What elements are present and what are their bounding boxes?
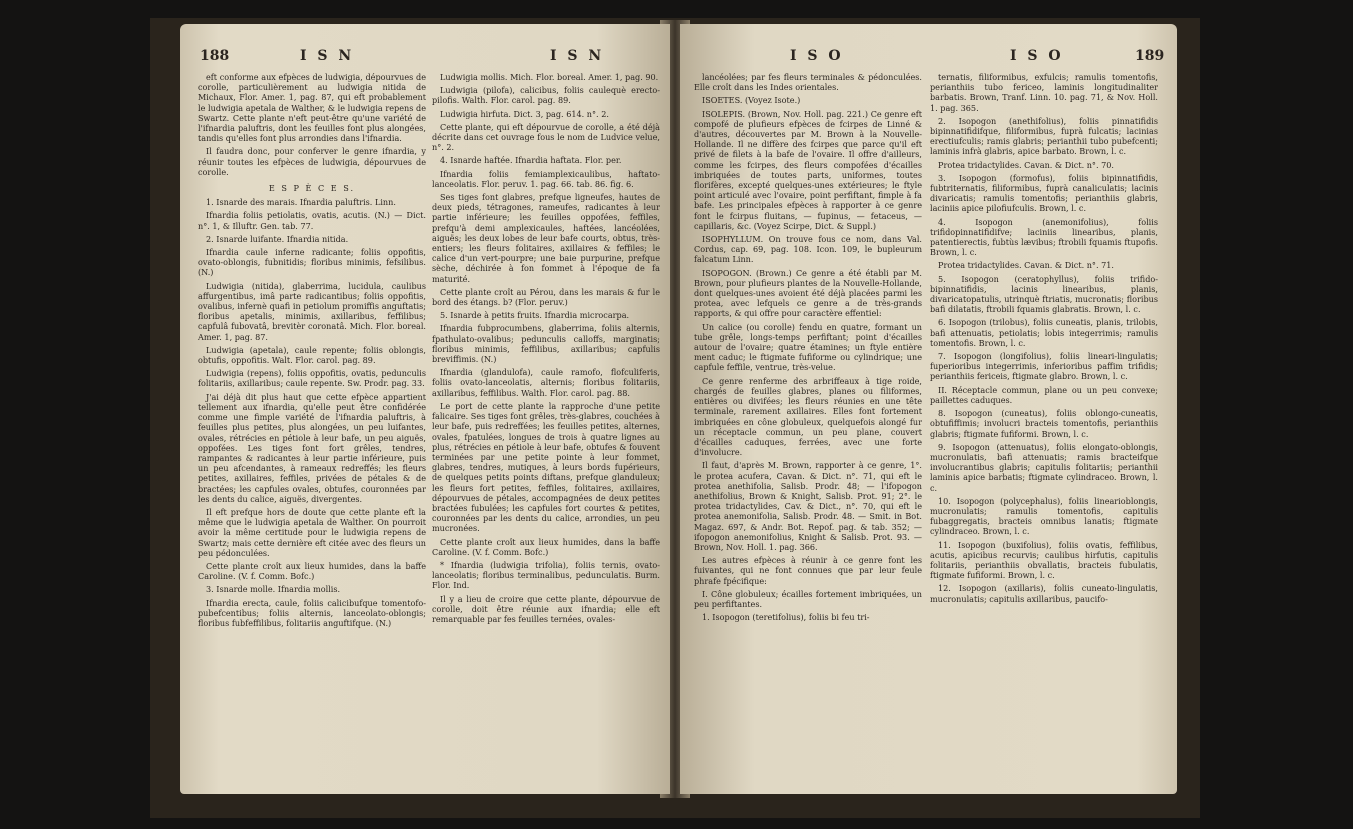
paragraph: 12. Isopogon (axillaris), foliis cuneato-lingulatis, mucronulatis; capitulis axillaribus, paucifo-: [930, 583, 1158, 604]
page-number: 188: [200, 48, 230, 64]
paragraph: 2. Isnarde luifante. Ifnardia nitida.: [206, 233, 349, 244]
paragraph: E S P È C E S.: [268, 183, 356, 194]
paragraph: ISOETES. (Voyez Isote.): [702, 95, 801, 106]
paragraph: Ludwigia hirfuta. Dict. 3, pag. 614. n°. 2.: [440, 108, 609, 119]
paragraph: lancéolées; par fes fleurs terminales & pédonculées. Elle croît dans les Indes orientales.: [694, 72, 922, 93]
paragraph: 10. Isopogon (polycephalus), foliis linearioblongis, mucronulatis; ramulis tomentofis, capitulis fubaggregatis, bracteis omnibus lanatis; ftigmate cylindraceo. Brown, l. c.: [930, 495, 1158, 537]
paragraph: * Ifnardia (ludwigia trifolia), foliis ternis, ovato-lanceolatis; floribus terminalibus, pedunculatis. Burm. Flor. Ind.: [432, 559, 660, 591]
paragraph: 5. Isnarde à petits fruits. Ifnardia microcarpa.: [440, 310, 630, 321]
left-column-2: [432, 72, 660, 627]
paragraph: Cette plante, qui eft dépourvue de corolle, a été déjà décrite dans cet ouvrage fous le nom de Ludvice velue, n°. 2.: [432, 121, 660, 153]
paragraph: 8. Isopogon (cuneatus), foliis oblongo-cuneatis, obtufiffimis; involucri bracteis tomentofis, perianthiis glabris; ftigmate fufiformi. Brown, l. c.: [930, 408, 1158, 439]
paragraph: Ifnardia fubprocumbens, glaberrima, foliis alternis, fpathulato-ovalibus; pedunculis calloffs, marginatis; floribus minimis, feffilibus, axillaribus; capfulis breviffimis. (N.): [432, 323, 660, 365]
paragraph: Un calice (ou corolle) fendu en quatre, formant un tube grêle, longs-temps perfiftant; point d'écailles autour de l'ovaire; quatre étamines; un ftyle entière ment caduc; le ftigmate fufiforme ou cylindrique; une capfule feffile, ventrue, très-velue.: [694, 321, 922, 373]
paragraph: ISOPOGON. (Brown.) Ce genre a été établi par M. Brown, pour plufieurs plantes de la Nouvelle-Hollande, dont quelques-unes avoient été déjà placées parmi les protea, avec lefquels ce genre a de très-grands rapports, & qui offre pour caractère effentiel:: [694, 267, 922, 319]
paragraph: ISOLEPIS. (Brown, Nov. Holl. pag. 221.) Ce genre eft compofé de plufieurs efpèces de fcirpes de Linné & d'autres, découvertes par M. Brown à la Nouvelle-Hollande. Il ne diffère des fcirpes que parce qu'il eft privé de filets à la bafe de l'ovaire. Il offre d'ailleurs, comme les fcirpes, des fleurs compofées d'écailles imbriquées de toutes parts, uniformes, toutes florifères, excepté quelques-unes extérieures; le ftyle point articulé avec l'ovaire, point perfiftant, fimple à fa bafe. Les principales efpèces à rapporter à ce genre font le fcirpus fluitans, — fupinus, — fetaceus, — capillaris, &c. (Voyez Scirpe, Dict. & Suppl.): [694, 108, 922, 231]
running-head: I S N: [550, 48, 605, 64]
paragraph: Protea tridactylides. Cavan. & Dict. n°. 70.: [938, 159, 1114, 170]
paragraph: Il faut, d'après M. Brown, rapporter à ce genre, 1°. le protea acufera, Cavan. & Dict. n°. 71, qui eft le protea anethifolia, Salisb. Prodr. 48; — l'ifopogon anethifolius, Brown & Knight, Salisb. Prot. 91; 2°. le protea tridactylides, Cav. & Dict., n°. 70, qui eft le protea anemonifolia, Salisb. Prodr. 48. — Smit. in Bot. Magaz. 697, & Andr. Bot. Repof. pag. & tab. 352; — ifopogon anemonifolius, Knight & Salisb. Prot. 93. — Brown, Nov. Holl. 1. pag. 366.: [694, 460, 922, 552]
paragraph: Les autres efpèces à réunir à ce genre font les fuivantes, qui ne font connues que par leur feule phrafe fpécifique:: [694, 555, 922, 586]
paragraph: ISOPHYLLUM. On trouve fous ce nom, dans Val. Cordus, cap. 69, pag. 108. Icon. 109, le bupleurum falcatum Linn.: [694, 234, 922, 265]
paragraph: 7. Isopogon (longifolius), foliis lineari-lingulatis; fuperioribus integerrimis, inferioribus paffim trifidis; perianthiis fericeis, ftigmate glabro. Brown, l. c.: [930, 351, 1158, 382]
paragraph: Ce genre renferme des arbriffeaux à tige roide, chargés de feuilles glabres, planes ou filiformes, entières ou divifées; les fleurs réunies en une tête terminale, rarement axillaires. Elles font fortement imbriquées en cône globuleux, quelquefois alongé fur un réceptacle commun, un peu plane, couvert d'écailles caduques, ferrées, avec une forte d'involucre.: [694, 375, 922, 458]
paragraph: Il y a lieu de croire que cette plante, dépourvue de corolle, doit être réunie aux ifnardia; elle eft remarquable par fes feuilles ternées, ovales-: [432, 593, 660, 624]
paragraph: Protea tridactylides. Cavan. & Dict. n°. 71.: [938, 260, 1114, 271]
paragraph: 9. Isopogon (attenuatus), foliis elongato-oblongis, mucronulatis, bafi attenuatis; ramis bracteifque involucrantibus glabris; capitulis folitariis; perianthii laminis apice barbatis; ftigmate cylindraceo. Brown, l. c.: [930, 441, 1158, 493]
paragraph: Ludwigia (repens), foliis oppofitis, ovatis, pedunculis folitariis, axillaribus; caule repente. Sw. Prodr. pag. 33.: [198, 368, 426, 389]
paragraph: Il eft prefque hors de doute que cette plante eft la même que le ludwigia apetala de Walther. On pourroit avoir la même certitude pour le ludwigia repens de Swartz; mais cette dernière eft citée avec des fleurs un peu pédonculées.: [198, 506, 426, 558]
left-page: [180, 24, 670, 794]
paragraph: Ludwigia mollis. Mich. Flor. boreal. Amer. 1, pag. 90.: [440, 72, 659, 82]
paragraph: 11. Isopogon (buxifolius), foliis ovatis, feffilibus, acutis, apicibus recurvis; caulibus hirfutis, capitulis folitariis, perianthiis obvallatis, bracteis fubulatis, ftigmate fufiformi. Brown, l. c.: [930, 539, 1158, 581]
paragraph: ternatis, filiformibus, exfulcis; ramulis tomentofis, perianthiis tubo fericeo, laminis longitudinaliter barbatis. Brown, Tranf. Linn. 10. pag. 71, & Nov. Holl. 1. pag. 365.: [930, 72, 1158, 113]
running-head: I S N: [300, 48, 355, 64]
paragraph: Ifnardia foliis petiolatis, ovatis, acutis. (N.) — Dict. n°. 1, & Illuftr. Gen. tab. 77.: [198, 210, 426, 231]
paragraph: Ludwigia (apetala), caule repente; foliis oblongis, obtufis, oppofitis. Walt. Flor. carol. pag. 89.: [198, 344, 426, 366]
paragraph: 6. Isopogon (trilobus), foliis cuneatis, planis, trilobis, bafi attenuatis, petiolatis; lobis integerrimis; ramulis tomentofis. Brown, l. c.: [930, 317, 1158, 348]
paragraph: 3. Isopogon (formofus), foliis bipinnatifidis, fubtriternatis, filiformibus, fuprà canaliculatis; lacinis divaricatis; ramulis tomentofis; perianthiis glabris, laciniis apice pilofiufculis. Brown, l. c.: [930, 172, 1158, 214]
paragraph: Ludwigia (pilofa), calicibus, foliis caulequè erecto-pilofis. Walth. Flor. carol. pag. 89.: [432, 85, 660, 106]
paragraph: Il faudra donc, pour conferver le genre ifnardia, y réunir toutes les efpèces de ludwigia, dépourvues de corolle.: [198, 146, 426, 177]
paragraph: eft conforme aux efpèces de ludwigia, dépourvues de corolle, particulièrement au ludwigia nitida de Michaux, Flor. Amer. 1, pag. 87, qui eft probablement le ludwigia apetala de Walther, & le ludwigia repens de Swartz. Cette plante n'eft peut-être qu'une variété de l'ifnardia paluftris, dont les feuilles font plus alongées, tandis qu'elles font plus arrondies dans l'ifnardia.: [198, 72, 426, 144]
left-column-1: [198, 72, 426, 631]
paragraph: 4. Isnarde haftée. Ifnardia haftata. Flor. per.: [440, 155, 622, 166]
right-column-1: [694, 72, 922, 625]
right-column-2: [930, 72, 1158, 607]
right-page: [680, 24, 1177, 794]
paragraph: Ifnardia (glandulofa), caule ramofo, flofculiferis, foliis ovato-lanceolatis, alternis; floribus folitariis, axillaribus, feffilibus. Walth. Flor. carol. pag. 88.: [432, 367, 660, 398]
paragraph: 3. Isnarde molle. Ifnardia mollis.: [206, 584, 341, 595]
paragraph: I. Cône globuleux; écailles fortement imbriquées, un peu perfiftantes.: [694, 588, 922, 609]
running-head: I S O: [790, 48, 844, 64]
paragraph: 2. Isopogon (anethifolius), foliis pinnatifidis bipinnatifidifque, filiformibus, fuprà fulcatis; lacinias erectiufculis; ramis glabris; perianthii tubo pubefcenti; laminis infrà glabris, apice barbato. Brown, l. c.: [930, 115, 1158, 157]
page-number: 189: [1135, 48, 1165, 64]
paragraph: Le port de cette plante la rapproche d'une petite falicaire. Ses tiges font grêles, très-glabres, couchées à leur bafe, puis redreffées; les feuilles petites, alternes, ovales, fpatulées, longues de trois à quatre lignes au plus, rétrécies en pétiole à leur bafe, obtufes & fouvent terminées par une petite pointe à leur fommet, glabres, tendres, mutiques, à leurs bords fupérieurs, de quelques petits points diftans, prefque glanduleux; les fleurs fort petites, feffiles, folitaires, axillaires, dépourvues de pétales, accompagnées de deux petites bractées fubulées; les capfules fort courtes & petites, couronnées par les dents du calice, arrondies, un peu mucronées.: [432, 400, 660, 534]
paragraph: Cette plante croît au Pérou, dans les marais & fur le bord des étangs. b? (Flor. peruv.): [432, 286, 660, 308]
paragraph: J'ai déjà dit plus haut que cette efpèce appartient tellement aux ifnardia, qu'elle peut être confidérée comme une fimple variété de l'ifnardia paluftris, à feuilles plus petites, plus alongées, un peu luifantes, ovales, rétrécies en pétiole à leur bafe, un peu aiguës, oppofées. Les tiges font fort grêles, tendres, rampantes & radicantes à leur partie inférieure, puis un peu afcendantes, à rameaux redreffés; les fleurs petites, axillaires, feffiles, privées de pétales & de bractées; les capfules ovales, obtufes, couronnées par les dents du calice, aiguës, divergentes.: [198, 391, 426, 504]
paragraph: 1. Isnarde des marais. Ifnardia paluftris. Linn.: [206, 197, 396, 208]
paragraph: Ifnardia foliis femiamplexicaulibus, haftato-lanceolatis. Flor. peruv. 1. pag. 66. tab. 86. fig. 6.: [432, 168, 660, 189]
paragraph: Cette plante croît aux lieux humides, dans la baffe Caroline. (V. f. Comm. Bofc.): [198, 560, 426, 582]
paragraph: Cette plante croît aux lieux humides, dans la baffe Caroline. (V. f. Comm. Bofc.): [432, 536, 660, 557]
paragraph: Ses tiges font glabres, prefque ligneufes, hautes de deux pieds, tétragones, rameufes, radicantes à leur partie inférieure; les feuilles oppofées, feffiles, prefqu'à demi amplexicaules, haftées, lancéolées, aiguës; les deux lobes de leur bafe courts, obtus, très-entiers; les fleurs folitaires, axillaires & feffiles; le calice d'un vert-pourpre; une baie purpurine, prefque sèche, déchirée à fon fommet à l'époque de fa maturité.: [432, 192, 660, 284]
paragraph: 4. Isopogon (anemonifolius), foliis trifidopinnatifidifve; laciniis linearibus, planis, patentierectis, fubtùs lævibus; ftrobili fquamis ftupofis. Brown, l. c.: [930, 216, 1158, 258]
paragraph: Ifnardia erecta, caule, foliis calicibufque tomentofo-pubefcentibus; foliis alternis, lanceolato-oblongis; floribus fubfeffilibus, folitariis anguftifque. (N.): [198, 597, 426, 628]
paragraph: II. Réceptacle commun, plane ou un peu convexe; paillettes caduques.: [930, 384, 1158, 405]
paragraph: Ifnardia caule inferne radicante; foliis oppofitis, ovato-oblongis, fubnitidis; floribus minimis, fefsilibus. (N.): [198, 247, 426, 278]
paragraph: Ludwigia (nitida), glaberrima, lucidula, caulibus affurgentibus, imâ parte radicantibus; foliis oppofitis, ovalibus, infernè quafi in petiolum promiffis anguftatis; floribus apetalis, minimis, axillaribus, feffilibus; capfulâ fubovatâ, brevitèr coronatâ. Mich. Flor. boreal. Amer. 1, pag. 87.: [198, 280, 426, 342]
paragraph: 1. Isopogon (teretifolius), foliis bi feu tri-: [702, 612, 870, 623]
paragraph: 5. Isopogon (ceratophyllus), foliis trifido-bipinnatifidis, lacinis linearibus, planis, divaricatopatulis, utrinquè ftriatis, mucronatis; floribus bafi dilatatis, ftrobili fquamis glabratis. Brown, l. c.: [930, 273, 1158, 315]
running-head: I S O: [1010, 48, 1064, 64]
